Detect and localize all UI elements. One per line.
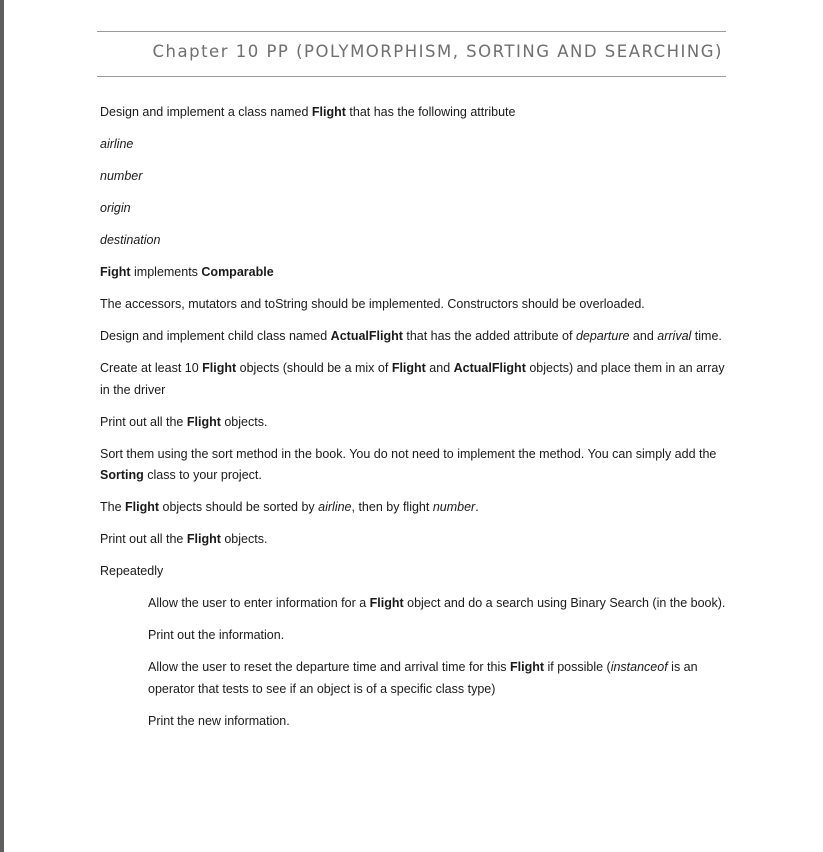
child-class-paragraph: Design and implement child class named ActualFlight that has the added attribute of departure and arrival time. [100, 329, 722, 343]
sort-paragraph: Sort them using the sort method in the book. You do not need to implement the method. You can simply add the Sorting class to your project. [100, 446, 717, 482]
allow-reset-paragraph: Allow the user to reset the departure time and arrival time for this Flight if possible (instanceof is an operator that tests to see if an object is of a specific class type) [148, 660, 698, 696]
attribute-airline: airline [100, 137, 134, 151]
attribute-origin: origin [100, 201, 131, 215]
implements-paragraph: Fight implements Comparable [100, 265, 274, 279]
sorted-by-paragraph: The Flight objects should be sorted by airline, then by flight number. [100, 500, 479, 514]
document-body [100, 102, 730, 743]
attribute-destination: destination [100, 233, 161, 247]
repeatedly-paragraph: Repeatedly [100, 564, 164, 578]
print-objects-paragraph: Print out all the Flight objects. [100, 414, 268, 429]
print-info-paragraph: Print out the information. [148, 628, 285, 642]
header-bottom-rule [97, 76, 726, 77]
accessors-paragraph: The accessors, mutators and toString should be implemented. Constructors should be overloaded. [100, 297, 645, 311]
create-objects-paragraph: Create at least 10 Flight objects (should be a mix of Flight and ActualFlight objects) and place them in an array in the driver [100, 361, 725, 397]
print-objects-again-paragraph: Print out all the Flight objects. [100, 532, 268, 546]
chapter-title: Chapter 10 PP (POLYMORPHISM, SORTING AND SEARCHING) [152, 42, 723, 61]
print-new-info-paragraph: Print the new information. [148, 713, 290, 728]
attribute-number: number [100, 169, 143, 183]
page-left-border [0, 0, 4, 852]
allow-enter-paragraph: Allow the user to enter information for a Flight object and do a search using Binary Search (in the book). [148, 596, 726, 610]
header-top-rule [97, 31, 726, 32]
intro-paragraph: Design and implement a class named Flight that has the following attribute [100, 105, 516, 119]
